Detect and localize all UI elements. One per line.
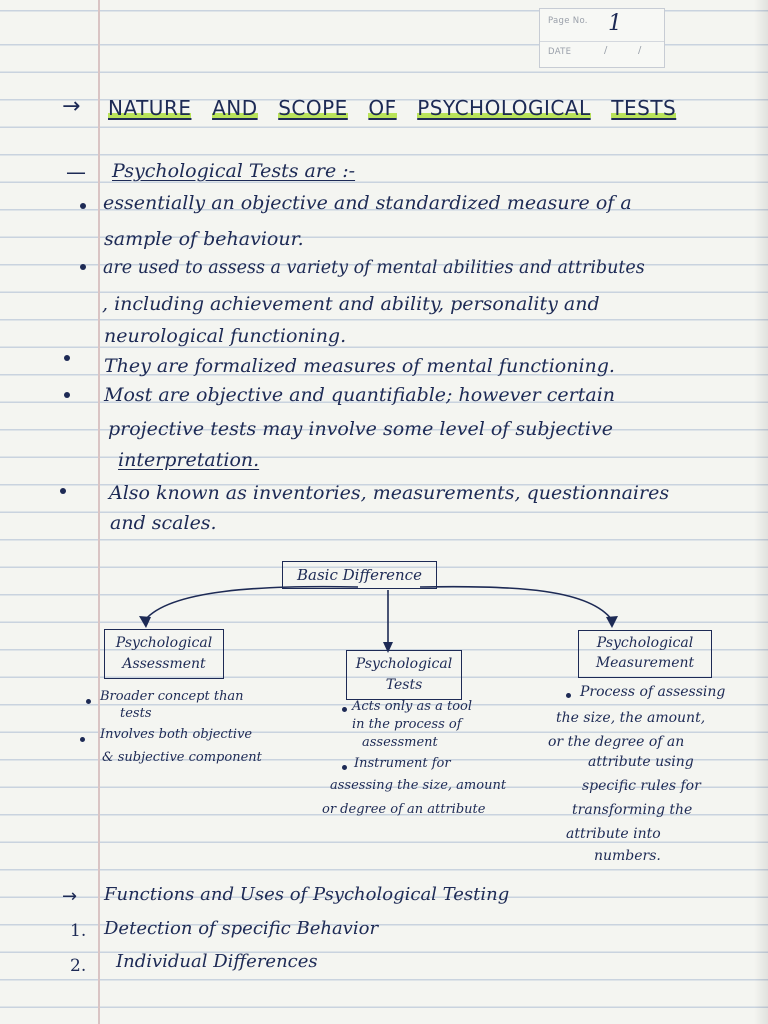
function-number: 2. [70, 956, 87, 976]
title-word: AND [212, 96, 258, 120]
bullet [342, 707, 347, 712]
assessment-title: Assessment [122, 656, 206, 672]
bullet [80, 737, 85, 742]
function-number: 1. [70, 921, 87, 941]
tests-title: Psychological [355, 656, 453, 672]
definition-line: interpretation. [118, 449, 260, 471]
title-word: PSYCHOLOGICAL [417, 96, 591, 120]
definition-line: Most are objective and quantifiable; however certain [104, 384, 616, 406]
measurement-point: Process of assessing [580, 684, 726, 700]
tests-box [346, 650, 462, 700]
definition-line: and scales. [110, 512, 217, 534]
measurement-point: attribute using [588, 754, 694, 770]
tests-point: assessing the size, amount [330, 778, 507, 793]
definition-line: essentially an objective and standardized measure of a [103, 192, 632, 214]
title-word: SCOPE [278, 96, 348, 120]
diagram-root-box [282, 561, 437, 589]
bullet [86, 699, 91, 704]
assessment-point: tests [120, 706, 152, 721]
page-number: 1 [608, 11, 622, 36]
tests-point: or degree of an attribute [322, 802, 486, 817]
date-slash: / [604, 45, 608, 56]
functions-heading: Functions and Uses of Psychological Testing [104, 884, 510, 905]
measurement-box [578, 630, 712, 678]
section-heading: Psychological Tests are :- [112, 160, 356, 182]
date-label: DATE [548, 47, 572, 57]
arrowhead-icon [606, 616, 618, 628]
tests-title: Tests [385, 677, 423, 693]
definition-line: They are formalized measures of mental functioning. [104, 355, 615, 377]
measurement-point: transforming the [572, 802, 693, 818]
bullet [342, 765, 347, 770]
section-dash: — [66, 160, 86, 184]
measurement-point: or the degree of an [548, 734, 685, 750]
function-item: Individual Differences [116, 951, 318, 972]
diagram-root-label: Basic Difference [297, 566, 422, 584]
date-slash: / [638, 45, 642, 56]
definition-line: , including achievement and ability, personality and [102, 293, 600, 315]
definition-line: are used to assess a variety of mental abilities and attributes [103, 258, 645, 278]
page-number-label: Page No. [548, 16, 588, 26]
measurement-point: specific rules for [582, 778, 701, 794]
connector-right [420, 587, 612, 620]
assessment-box [104, 629, 224, 679]
assessment-title: Psychological [115, 635, 213, 651]
definition-line: projective tests may involve some level of subjective [108, 418, 613, 440]
arrowhead-icon [139, 616, 151, 628]
connector-left [145, 587, 358, 620]
title-word: NATURE [108, 96, 192, 120]
measurement-point: numbers. [594, 848, 661, 864]
definition-line: neurological functioning. [104, 325, 347, 347]
assessment-point: Broader concept than [100, 689, 244, 704]
title-word: TESTS [611, 96, 677, 120]
bullet [566, 693, 571, 698]
tests-point: Acts only as a tool [352, 699, 473, 714]
measurement-title: Psychological [596, 635, 694, 651]
measurement-point: attribute into [566, 826, 661, 842]
title-word: OF [368, 96, 397, 120]
measurement-title: Measurement [595, 655, 695, 671]
function-item: Detection of specific Behavior [104, 918, 379, 939]
tests-point: assessment [362, 735, 438, 750]
tests-point: in the process of [352, 717, 462, 732]
definition-line: sample of behaviour. [104, 228, 304, 250]
assessment-point: & subjective component [102, 750, 262, 765]
definition-line: Also known as inventories, measurements, questionnaires [109, 482, 670, 504]
tests-point: Instrument for [354, 756, 451, 771]
title-arrow-icon: → [62, 94, 81, 119]
functions-arrow-icon: → [62, 886, 78, 907]
measurement-point: the size, the amount, [556, 710, 706, 726]
assessment-point: Involves both objective [100, 727, 253, 742]
